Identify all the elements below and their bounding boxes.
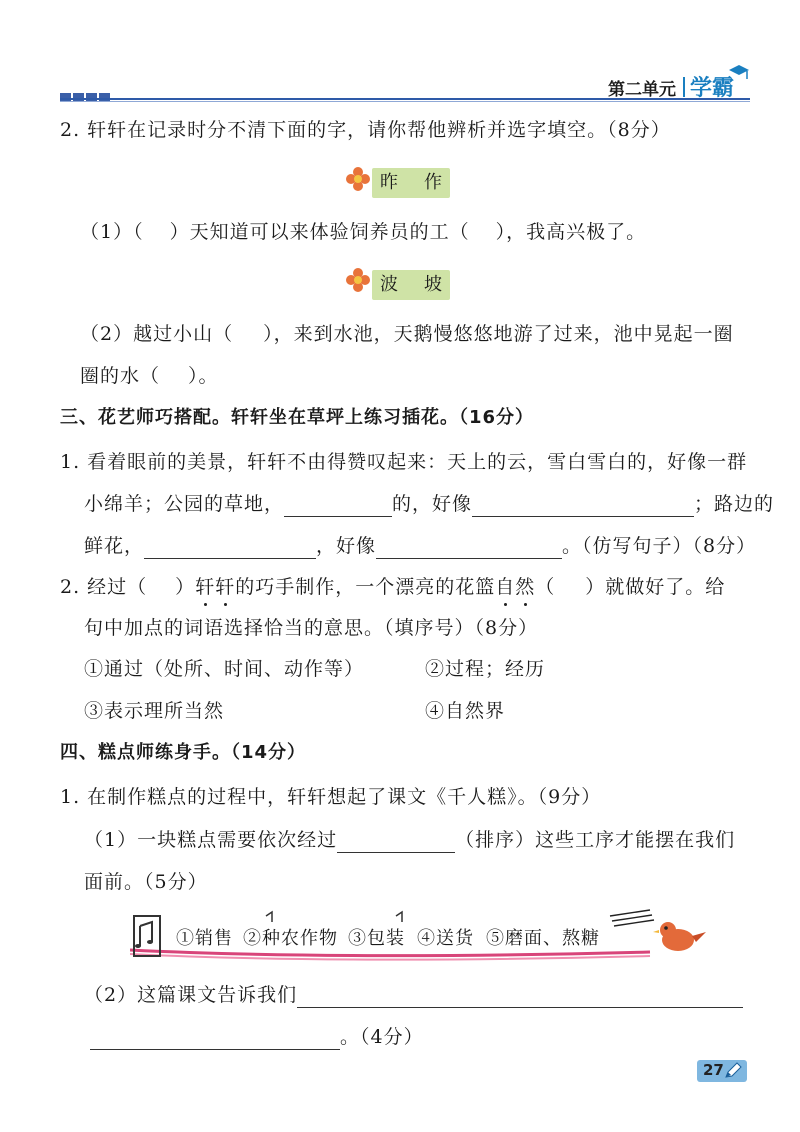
section-4-title: 四、糕点师练身手。（14分） (60, 742, 307, 763)
fill-blank[interactable] (144, 538, 316, 559)
header-unit: 第二单元 (608, 80, 676, 100)
s4-q1-s2-cont: 。（4分） (90, 1024, 424, 1050)
graduation-cap-icon (728, 64, 750, 82)
s4-q1-s1: （1）一块糕点需要依次经过 （排序）这些工序才能摆在我们 (84, 829, 736, 851)
char-choice-a: 昨 (380, 172, 400, 193)
step: ③包装 (348, 928, 405, 949)
s4-q1-title: 1. 在制作糕点的过程中，轩轩想起了课文《千人糕》。（9分） (60, 786, 602, 808)
pencil-icon (723, 1062, 743, 1080)
header-rule-thin (60, 101, 750, 102)
option-1: ①通过（处所、时间、动作等） (84, 658, 365, 680)
s4-q1-s2: （2）这篇课文告诉我们 (84, 982, 743, 1008)
fill-blank[interactable] (472, 496, 694, 517)
bird-icon (650, 910, 710, 960)
fill-blank[interactable] (90, 1029, 340, 1050)
q2-sentence-2-cont: 圈的水（ ）。 (80, 365, 219, 387)
page-number-badge (697, 1060, 747, 1082)
char-choice-box-2 (372, 270, 450, 300)
q2-sentence-1: （1）（ ）天知道可以来体验饲养员的工（ ），我高兴极了。 (80, 221, 647, 243)
option-4: ④自然界 (425, 700, 506, 722)
s3-q2-line1: 2. 经过（ ）轩轩的巧手制作，一个漂亮的花篮自然（ ）就做好了。给 (60, 576, 726, 598)
s4-q1-s1-cont: 面前。（5分） (84, 871, 208, 893)
page-number: 27 (703, 1061, 724, 1079)
char-choice-box-1 (372, 168, 450, 198)
header-divider (683, 77, 685, 97)
header-squares (60, 86, 112, 105)
s3-q1-line1: 1. 看着眼前的美景，轩轩不由得赞叹起来：天上的云，雪白雪白的，好像一群 (60, 451, 748, 473)
option-3: ③表示理所当然 (84, 700, 225, 722)
fill-blank[interactable] (297, 987, 743, 1008)
section-3-title: 三、花艺师巧搭配。轩轩坐在草坪上练习插花。（16分） (60, 407, 535, 428)
q2-title: 2. 轩轩在记录时分不清下面的字，请你帮他辨析并选字填空。（8分） (60, 119, 671, 141)
header-brand: 学霸 (690, 76, 735, 101)
process-steps (176, 926, 600, 952)
option-2: ②过程；经历 (425, 658, 546, 680)
fill-blank[interactable] (337, 832, 455, 853)
char-choice-b: 坡 (424, 274, 444, 295)
flower-icon (345, 267, 371, 293)
flower-icon (345, 166, 371, 192)
fill-blank[interactable] (376, 538, 562, 559)
dotted-char: 然 (515, 576, 536, 598)
q2-sentence-2: （2）越过小山（ ），来到水池，天鹅慢悠悠地游了过来，池中晃起一圈 (80, 323, 734, 345)
s3-q2-line2: 句中加点的词语选择恰当的意思。（填序号）（8分） (84, 617, 539, 639)
dotted-char: 轩 (215, 576, 236, 598)
dotted-char: 轩 (195, 576, 216, 598)
s3-q1-line2: 小绵羊；公园的草地， 的，好像 ；路边的 (84, 493, 775, 515)
step: ②种农作物 (243, 928, 338, 949)
step: ④送货 (417, 928, 474, 949)
dotted-char: 自 (495, 576, 516, 598)
char-choice-b: 作 (424, 172, 444, 193)
step: ①销售 (176, 928, 233, 949)
s3-q1-line3: 鲜花， ，好像 。（仿写句子）（8分） (84, 535, 757, 557)
fill-blank[interactable] (284, 496, 392, 517)
step: ⑤磨面、熬糖 (486, 928, 600, 949)
char-choice-a: 波 (380, 274, 400, 295)
